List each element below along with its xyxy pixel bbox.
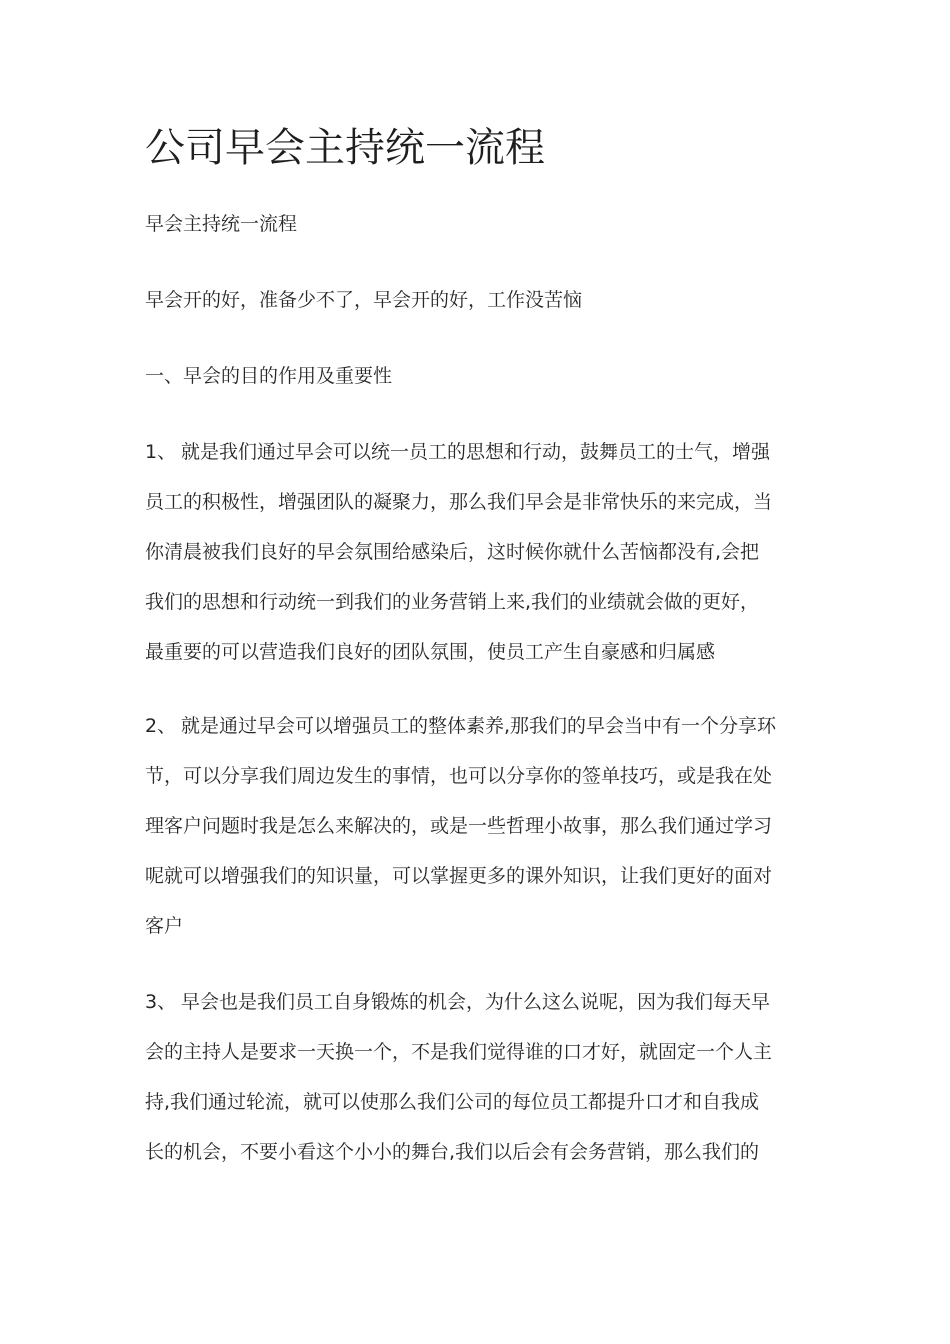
item-3-line-1: [145, 988, 770, 1016]
item-2-line-4: 呢就可以增强我们的知识量，可以掌握更多的课外知识，让我们更好的面对: [145, 865, 773, 887]
section-heading: 一、早会的目的作用及重要性: [145, 365, 393, 387]
item-2-line-3: 理客户问题时我是怎么来解决的，或是一些哲理小故事，那么我们通过学习: [145, 815, 773, 837]
item-1-line-1: [145, 438, 770, 466]
item-2-text: 就是通过早会可以增强员工的整体素养,那我们的早会当中有一个分享环: [181, 715, 777, 737]
item-1-line-2: 员工的积极性，增强团队的凝聚力，那么我们早会是非常快乐的来完成，当: [145, 491, 773, 513]
item-3-line-3: 持,我们通过轮流，就可以使那么我们公司的每位员工都提升口才和自我成: [145, 1091, 760, 1113]
item-3-line-2: 会的主持人是要求一天换一个，不是我们觉得谁的口才好，就固定一个人主: [145, 1041, 773, 1063]
item-3-line-4: 长的机会，不要小看这个小小的舞台,我们以后会有会务营销，那么我们的: [145, 1141, 760, 1163]
item-2-line-5: 客户: [145, 915, 184, 937]
document-subtitle: 早会主持统一流程: [145, 213, 298, 235]
item-2-number: 2、: [145, 715, 177, 737]
item-1-number: 1、: [145, 441, 177, 463]
item-2-line-1: [145, 712, 776, 740]
slogan-line: 早会开的好，准备少不了，早会开的好，工作没苦恼: [145, 289, 583, 311]
item-3-number: 3、: [145, 991, 177, 1013]
item-1-text: 就是我们通过早会可以统一员工的思想和行动，鼓舞员工的士气，增强: [181, 441, 771, 463]
item-3-text: 早会也是我们员工自身锻炼的机会，为什么这么说呢，因为我们每天早: [181, 991, 771, 1013]
item-1-line-4: 我们的思想和行动统一到我们的业务营销上来,我们的业绩就会做的更好，: [145, 591, 760, 613]
document-title: 公司早会主持统一流程: [145, 125, 545, 171]
item-1-line-3: 你清晨被我们良好的早会氛围给感染后，这时候你就什么苦恼都没有,会把: [145, 541, 760, 563]
item-1-line-5: 最重要的可以营造我们良好的团队氛围，使员工产生自豪感和归属感: [145, 641, 716, 663]
item-2-line-2: 节，可以分享我们周边发生的事情，也可以分享你的签单技巧，或是我在处: [145, 765, 773, 787]
